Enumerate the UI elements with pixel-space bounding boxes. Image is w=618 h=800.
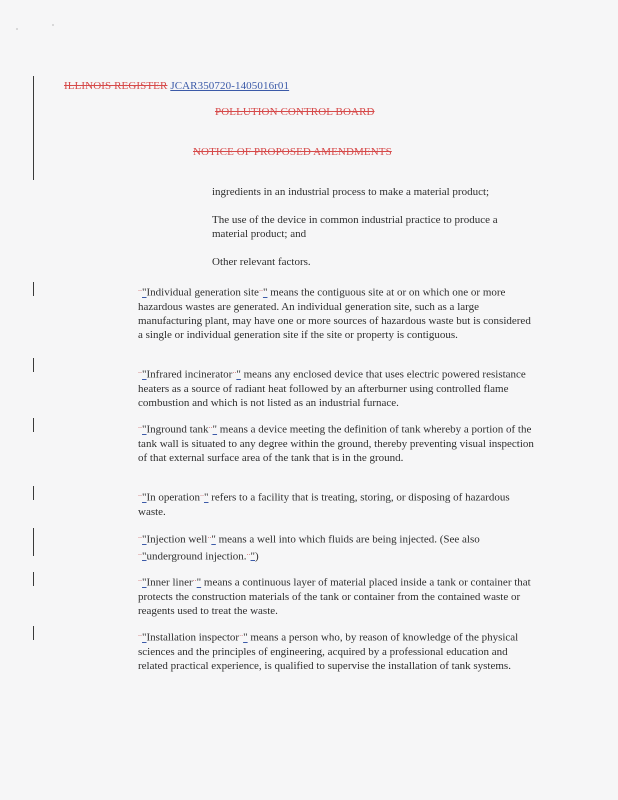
definition-body: means a device meeting the definition of tank whereby a portion of the tank wall is situated to any degree within the ground, thereby preventing visual inspection of that external surface area of the tank that is in the ground. [138,423,534,464]
definition-term: Inground tank [146,423,209,436]
definition-body: means a well into which fluids are being injected. (See also [218,533,480,546]
definition-term: Installation inspector [146,631,240,644]
register-inserted-text: JCAR350720-1405016r01 [170,80,290,92]
insertion-mark: ‥ [239,632,244,638]
insertion-mark: ‥ [138,287,143,293]
definition-term: Individual generation site [146,286,259,299]
definition-term: Infrared incinerator [146,368,233,381]
change-bar [33,282,34,296]
open-quote: " [142,491,147,504]
open-quote: " [142,533,147,546]
insertion-mark: ‥ [246,550,251,557]
close-quote: " [211,533,216,546]
change-bar [33,486,34,500]
insertion-mark: ‥ [208,424,213,430]
register-header [64,80,289,92]
definition-paragraph [138,365,536,410]
list-item: ingredients in an industrial process to make a material product; [212,186,490,198]
definition-body: means a person who, by reason of knowledge of the physical sciences and the principles of engineering, acquired by a professional education and related practical experience, is qualified to supervise the installation of tank systems. [138,631,519,672]
close-quote: " [236,368,241,381]
insertion-mark: ‥ [258,287,263,293]
close-quote: " [203,491,209,504]
definition-term: Inner liner [146,576,193,589]
change-bar [33,418,34,432]
open-quote: " [142,286,147,299]
scan-speck [16,28,18,30]
open-quote: " [142,368,147,381]
insertion-mark: ‥ [138,492,143,498]
insertion-mark: ‥ [232,369,237,375]
cross-reference-term: underground injection. [146,550,247,563]
open-quote: " [142,576,147,589]
change-bar [33,572,34,586]
close-quote: " [196,576,202,589]
insertion-mark: ‥ [192,577,197,583]
insertion-mark: ‥ [199,492,204,498]
definition-body: refers to a facility that is treating, storing, or disposing of hazardous waste. [138,491,510,518]
open-quote: " [142,423,147,436]
close-quote: " [262,286,268,299]
insertion-mark: ‥ [138,424,143,430]
change-bar [33,528,34,556]
definition-body: means the contiguous site at or on which one or more hazardous wastes are generated. An individual generation site, such as a large manufacturing plant, may have one or more sources of hazardous waste but is considered a single or individual generation site if the site or property is contiguous. [138,286,531,341]
open-quote: " [142,631,147,644]
definition-term: In operation [146,491,200,504]
close-quote: " [250,550,256,563]
insertion-mark: ‥ [138,534,143,540]
closing-paren: ) [255,550,259,563]
list-item: Other relevant factors. [212,256,311,268]
definition-paragraph [138,420,536,465]
definition-paragraph [138,283,536,342]
scan-speck [52,24,54,26]
definition-term: Injection well [146,533,208,546]
definition-paragraph [138,573,536,618]
definition-paragraph [138,628,536,673]
open-quote: " [142,550,147,563]
agency-title: POLLUTION CONTROL BOARD [215,106,375,118]
definition-paragraph [138,488,536,519]
notice-title: NOTICE OF PROPOSED AMENDMENTS [193,146,392,158]
close-quote: " [243,631,248,644]
definition-body: means any enclosed device that uses electric powered resistance heaters as a source of radiant heat followed by an afterburner using controlled flame combustion and which is not listed as an industrial furnace. [138,368,526,409]
insertion-mark: ‥ [138,632,143,638]
list-item: The use of the device in common industrial practice to produce a material product; and [212,214,498,240]
insertion-mark: ‥ [138,369,143,375]
close-quote: " [212,423,218,436]
change-bar [33,76,34,180]
definition-paragraph [138,530,536,563]
definition-body: means a continuous layer of material placed inside a tank or container that protects the construction materials of the tank or container from the contained waste or reagents used to treat the waste. [138,576,531,617]
insertion-mark: ‥ [138,550,143,557]
change-bar [33,626,34,640]
insertion-mark: ‥ [207,534,212,540]
insertion-mark: ‥ [138,577,143,583]
change-bar [33,358,34,372]
register-deleted-text: ILLINOIS REGISTER [64,80,168,92]
